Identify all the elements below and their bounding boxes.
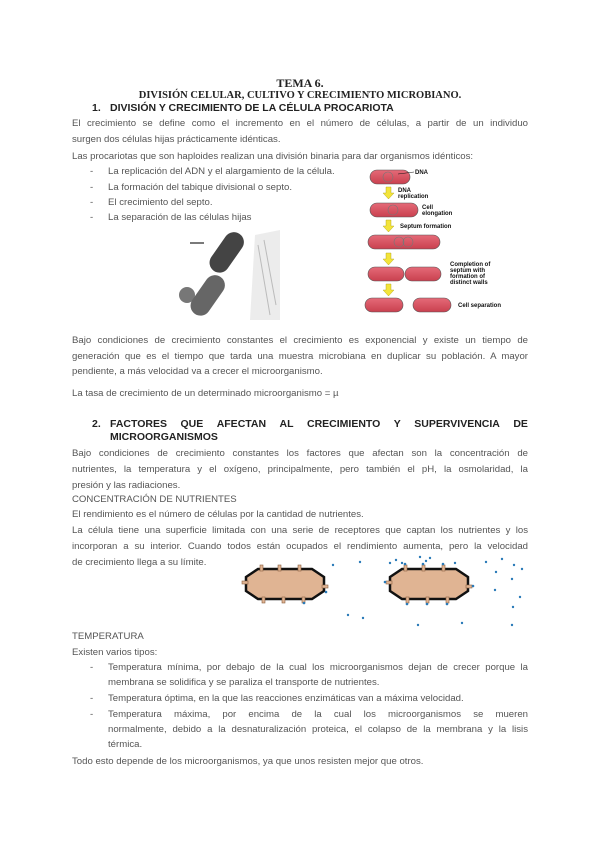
list-item: - La formación del tabique divisional o septo. xyxy=(90,182,292,193)
paragraph-line: Existen varios tipos: xyxy=(72,647,158,658)
svg-text:DNA: DNA xyxy=(398,188,411,194)
temperature-heading: TEMPERATURA xyxy=(72,631,144,642)
paragraph-line: de crecimiento llega a su límite. xyxy=(72,557,207,568)
paragraph-line: Bajo condiciones de crecimiento constantes los factores que afectan son la concentración de xyxy=(72,448,528,459)
svg-text:Cell: Cell xyxy=(422,205,434,211)
svg-text:septum with: septum with xyxy=(450,268,486,274)
arrow-down-icon xyxy=(383,253,394,265)
paragraph-line: generación que es el tiempo que tarda una muestra microbiana en duplicar su población. A mayor xyxy=(72,351,528,362)
growth-rate-line: La tasa de crecimiento de un determinado microorganismo = µ xyxy=(72,388,339,399)
list-item-continuation: membrana se solidifica y se paraliza el transporte de nutrientes. xyxy=(108,677,380,688)
svg-text:formation of: formation of xyxy=(450,274,485,280)
svg-text:Septum formation: Septum formation xyxy=(400,224,452,230)
section2-number: 2. xyxy=(92,418,101,430)
cell-with-occupied-receptors xyxy=(384,563,475,606)
svg-text:elongation: elongation xyxy=(422,211,453,217)
paragraph-line: pendiente, a más velocidad va a crecer el microorganismo. xyxy=(72,366,323,377)
section1-heading: DIVISIÓN Y CRECIMIENTO DE LA CÉLULA PROCARIOTA xyxy=(110,102,394,114)
list-item-dash: - xyxy=(90,662,94,673)
document-title: TEMA 6. xyxy=(276,76,324,90)
list-item-continuation: normalmente, debido a la desnaturalización proteica, el colapso de la membrana y la lisis xyxy=(108,724,528,735)
list-item-continuation: térmica. xyxy=(108,739,143,750)
list-item: Temperatura mínima, por debajo de la cual los microorganismos dejan de crecer porque la xyxy=(108,662,528,673)
paragraph-line: El crecimiento se define como el incremento en el número de células, a partir de un individuo xyxy=(72,118,528,129)
nutrients-heading: CONCENTRACIÓN DE NUTRIENTES xyxy=(72,494,237,505)
document-subtitle: DIVISIÓN CELULAR, CULTIVO Y CRECIMIENTO MICROBIANO. xyxy=(138,90,462,101)
list-item: - El crecimiento del septo. xyxy=(90,197,213,208)
section1-number: 1. xyxy=(92,102,101,114)
arrow-down-icon xyxy=(383,187,394,199)
label-dna: DNA xyxy=(415,170,428,176)
paragraph-line: Bajo condiciones de crecimiento constantes el crecimiento es exponencial y existe un tiempo de xyxy=(72,335,528,346)
svg-text:distinct walls: distinct walls xyxy=(450,280,488,286)
list-item: - La separación de las células hijas xyxy=(90,212,252,223)
section2-heading-line2: MICROORGANISMOS xyxy=(110,431,218,443)
svg-text:Cell separation: Cell separation xyxy=(458,303,502,309)
list-item-dash: - xyxy=(90,709,94,720)
cell-with-free-receptors xyxy=(242,565,328,604)
arrow-down-icon xyxy=(383,284,394,296)
paragraph-line: Las procariotas que son haploides realizan una división binaria para dar organismos idénticos: xyxy=(72,151,474,162)
nutrient-receptor-diagram xyxy=(230,555,530,630)
paragraph-line: El rendimiento es el número de células por la cantidad de nutrientes. xyxy=(72,509,364,520)
list-item: Temperatura máxima, por encima de la cual los microorganismos se mueren xyxy=(108,709,528,720)
svg-text:Completion of: Completion of xyxy=(450,262,491,268)
section2-heading: FACTORES QUE AFECTAN AL CRECIMIENTO Y SUPERVIVENCIA DE xyxy=(110,418,528,430)
list-item: Temperatura óptima, en la que las reacciones enzimáticas van a máxima velocidad. xyxy=(108,693,464,704)
micrograph-image xyxy=(170,225,280,320)
svg-text:replication: replication xyxy=(398,194,429,200)
paragraph-line: La célula tiene una superficie limitada con una serie de receptores que captan los nutrientes y los xyxy=(72,525,528,536)
paragraph-line: nutrientes, la temperatura y el oxígeno, principalmente, pero también el pH, la osmolaridad, la xyxy=(72,464,528,475)
arrow-down-icon xyxy=(383,220,394,232)
closing-line: Todo esto depende de los microorganismos, ya que unos resisten mejor que otros. xyxy=(72,756,424,767)
paragraph-line: surgen dos células hijas prácticamente idénticas. xyxy=(72,134,281,145)
paragraph-line: incorporan a su interior. Cuando todos están ocupados el rendimiento aumenta, pero la velocidad xyxy=(72,541,528,552)
binary-fission-diagram xyxy=(360,160,540,320)
list-item-dash: - xyxy=(90,693,94,704)
list-item: - La replicación del ADN y el alargamiento de la célula. xyxy=(90,166,335,177)
paragraph-line: presión y las radiaciones. xyxy=(72,480,181,491)
